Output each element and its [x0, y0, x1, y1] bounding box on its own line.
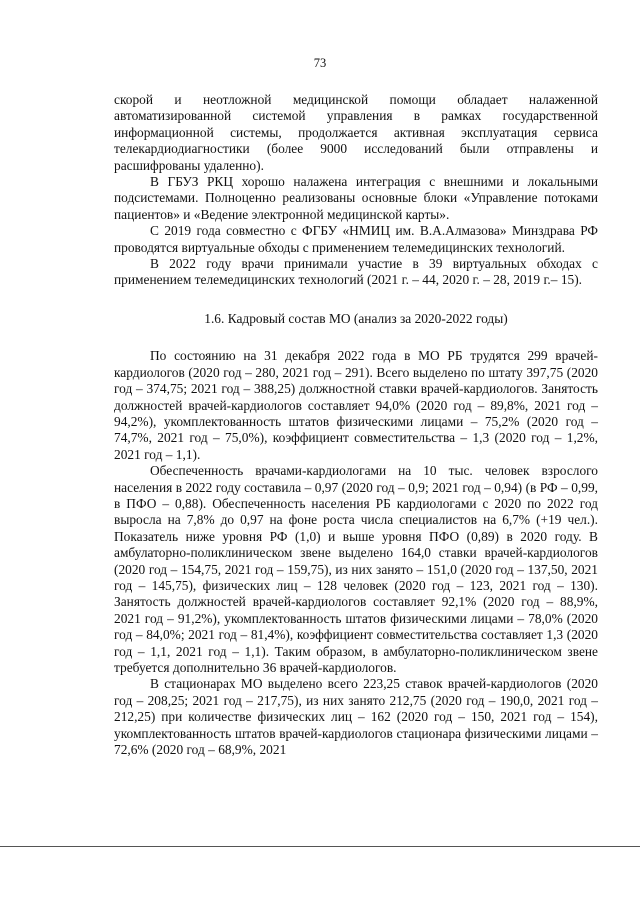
page-number: 73: [313, 56, 327, 70]
paragraph-virtual-rounds-since-2019: С 2019 года совместно с ФГБУ «НМИЦ им. В.А.Алмазова» Минздрава РФ проводятся виртуальные обходы с применением телемедицинских технологий.: [114, 223, 598, 255]
paragraph-staff-provision: Обеспеченность врачами-кардиологами на 10 тыс. человек взрослого населения в 2022 году составила – 0,97 (2020 год – 0,9; 2021 год – 0,94) (в РФ – 0,99, в ПФО – 0,88). Обеспеченность населения РБ кардиологами с 2020 по 2022 год выросла на 7,8% до 0,97 на фоне роста числа специалистов на 6,7% (+19 чел.). Показатель ниже уровня РФ (1,0) и выше уровня ПФО (0,89) в 2020 году. В амбулаторно-поликлиническом звене выделено 164,0 ставки врачей-кардиологов (2020 год – 154,75, 2021 год – 159,75), из них занято – 151,0 (2020 год – 137,50, 2021 год – 145,75), физических лиц – 128 человек (2020 год – 123, 2021 год – 130). Занятость должностей врачей-кардиологов составляет 92,1% (2020 год – 88,9%, 2021 год – 91,2%), укомплектованность штатов физическими лицами – 78,0% (2020 год – 84,0%; 2021 год – 81,4%), коэффициент совместительства составляет 1,3 (2020 год – 1,1, 2021 год – 1,1). Таким образом, в амбулаторно-поликлиническом звене требуется дополнительно 36 врачей-кардиологов.: [114, 463, 598, 675]
paragraph-staff-count: По состоянию на 31 декабря 2022 года в МО РБ трудятся 299 врачей-кардиологов (2020 год – 280, 2021 год – 291). Всего выделено по штату 397,75 (2020 год – 374,75; 2021 год – 388,25) должностной ставки врачей-кардиологов. Занятость должностей врачей-кардиологов составляет 94,0% (2020 год – 89,8%, 2021 год – 94,2%), укомплектованность штатов физическими лицами – 75,2% (2020 год – 74,7%, 2021 год – 75,0%), коэффициент совместительства – 1,3 (2020 год – 1,2%, 2021 год – 1,1).: [114, 348, 598, 462]
body-text: [114, 92, 598, 758]
paragraph-integration: В ГБУЗ РКЦ хорошо налажена интеграция с внешними и локальными подсистемами. Полноценно реализованы основные блоки «Управление потоками пациентов» и «Ведение электронной медицинской карты».: [114, 174, 598, 222]
bottom-divider: [0, 846, 640, 847]
paragraph-virtual-rounds-2022: В 2022 году врачи принимали участие в 39 виртуальных обходах с применением телемедицинских технологий (2021 г. – 44, 2020 г. – 28, 2019 г.– 15).: [114, 256, 598, 288]
section-heading: 1.6. Кадровый состав МО (анализ за 2020-2022 годы): [204, 310, 508, 326]
paragraph-continued: скорой и неотложной медицинской помощи обладает налаженной автоматизированной системой управления в рамках государственной информационной системы, продолжается активная эксплуатация сервиса телекардиодиагностики (более 9000 исследований были отправлены и расшифрованы удаленно).: [114, 92, 598, 173]
paragraph-hospital-staff: В стационарах МО выделено всего 223,25 ставок врачей-кардиологов (2020 год – 208,25; 2021 год – 217,75), из них занято 212,75 (2020 год – 190,0, 2021 год – 212,25) при количестве физических лиц – 162 (2020 год – 150, 2021 год – 154), укомплектованность штатов врачей-кардиологов стационара физическими лицами – 72,6% (2020 год – 68,9%, 2021: [114, 676, 598, 758]
